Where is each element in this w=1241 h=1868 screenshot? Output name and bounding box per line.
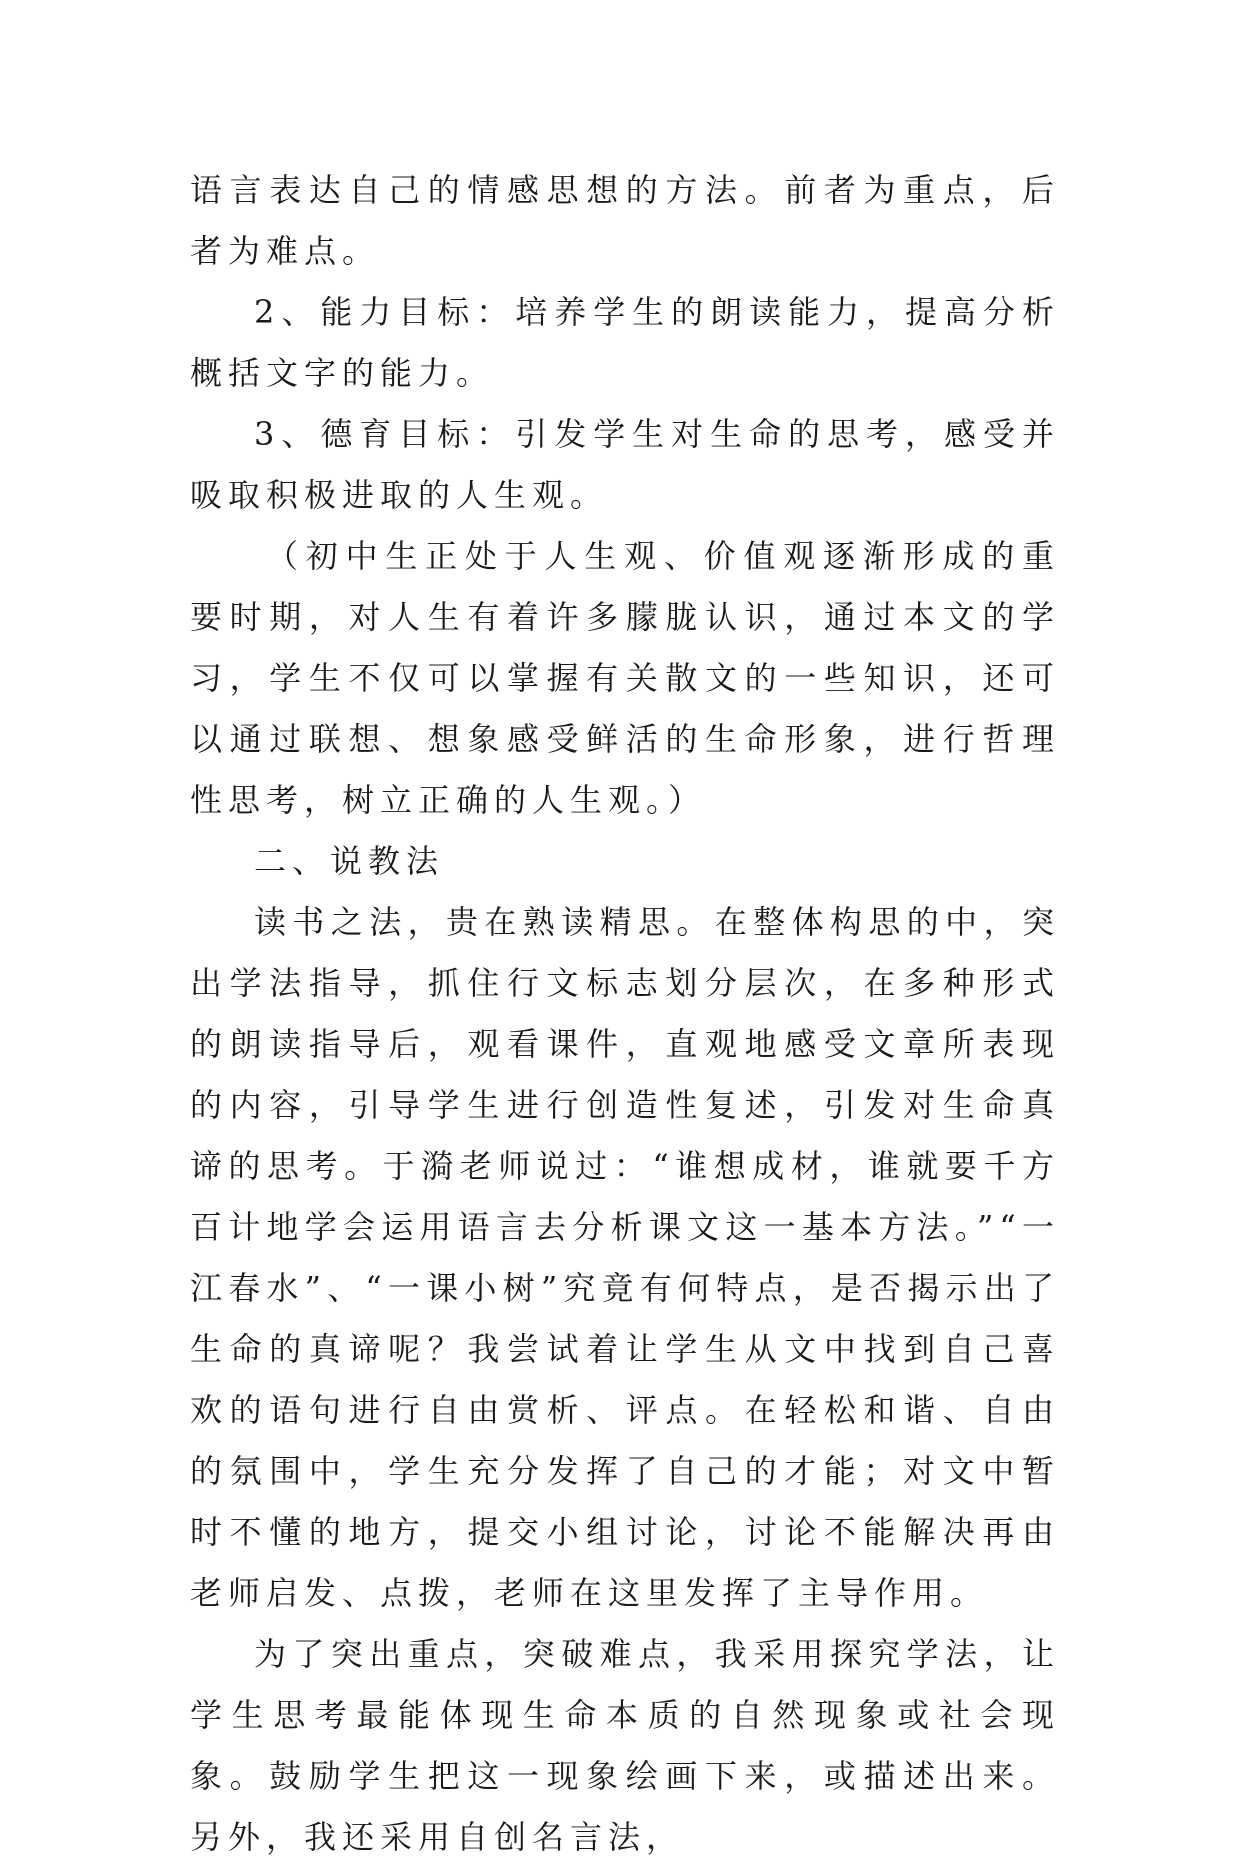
section-heading-teaching-method: 二、说教法 — [254, 842, 445, 880]
paragraph-key-points: 为了突出重点，突破难点，我采用探究学法，让学生思考最能体现生命本质的自然现象或社会现象。鼓励学生把这一现象绘画下来，或描述出来。另外，我还采用自创名言法， — [190, 1635, 1060, 1856]
document-body — [190, 160, 1060, 1868]
paragraph-teaching-method: 读书之法，贵在熟读精思。在整体构思的中，突出学法指导，抓住行文标志划分层次，在多种形式的朗读指导后，观看课件，直观地感受文章所表现的内容，引导学生进行创造性复述，引发对生命真谛的思考。于漪老师说过：“谁想成材，谁就要千方百计地学会运用语言去分析课文这一基本方法。”“一江春水”、“一课小树”究竟有何特点，是否揭示出了生命的真谛呢？我尝试着让学生从文中找到自己喜欢的语句进行自由赏析、评点。在轻松和谐、自由的氛围中，学生充分发挥了自己的才能；对文中暂时不懂的地方，提交小组讨论，讨论不能解决再由老师启发、点拨，老师在这里发挥了主导作用。 — [190, 903, 1060, 1612]
paragraph-continuation: 语言表达自己的情感思想的方法。前者为重点，后者为难点。 — [190, 171, 1060, 270]
paragraph-parenthetical-note: （初中生正处于人生观、价值观逐渐形成的重要时期，对人生有着许多朦胧认识，通过本文的学习，学生不仅可以掌握有关散文的一些知识，还可以通过联想、想象感受鲜活的生命形象，进行哲理性思考，树立正确的人生观。） — [190, 537, 1060, 819]
paragraph-moral-goal: 3、德育目标：引发学生对生命的思考，感受并吸取积极进取的人生观。 — [190, 415, 1060, 514]
paragraph-ability-goal: 2、能力目标：培养学生的朗读能力，提高分析概括文字的能力。 — [190, 293, 1060, 392]
